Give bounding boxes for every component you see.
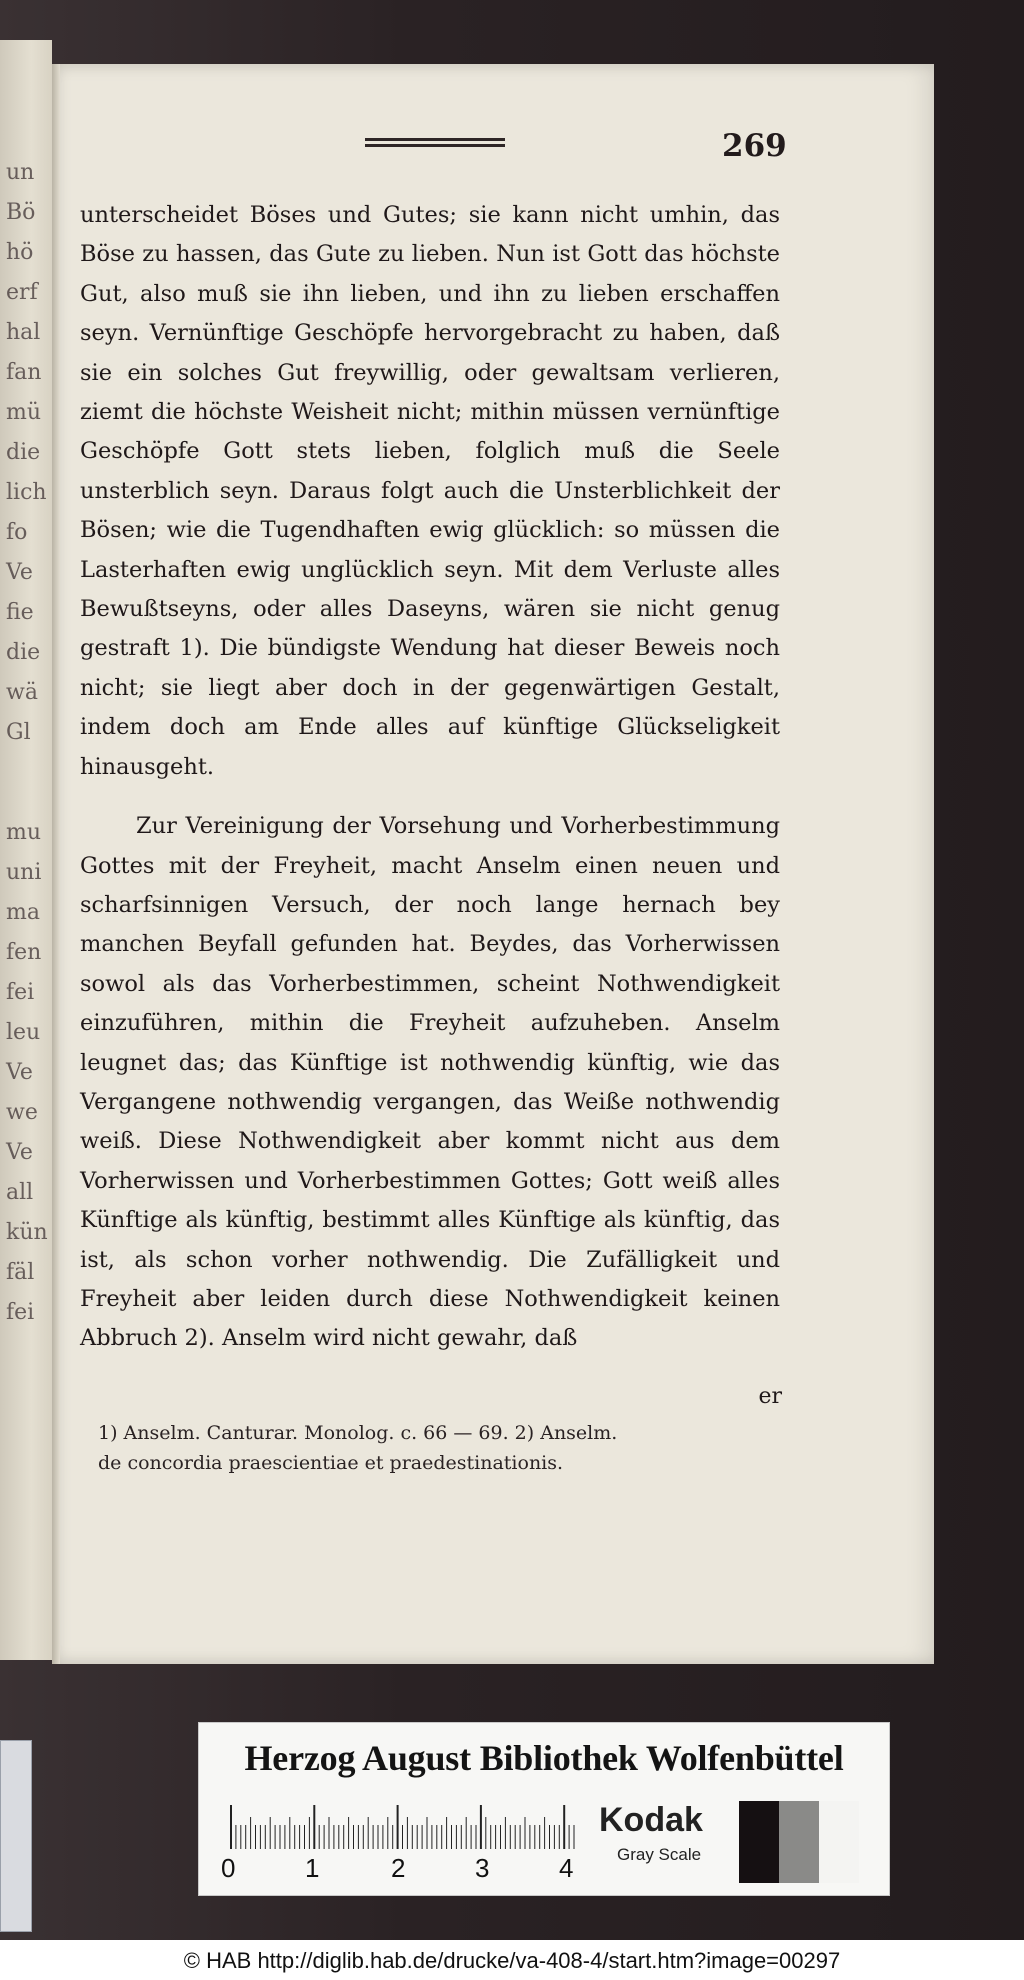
adjacent-page-fragment: fäl [6, 1260, 35, 1285]
adjacent-page-fragment: fei [6, 1300, 35, 1325]
library-name: Herzog August Bibliothek Wolfenbüttel [244, 1738, 844, 1778]
gray-patch [739, 1801, 779, 1883]
adjacent-page-fragment: fie [6, 600, 34, 625]
footnote-line-1: 1) Anselm. Canturar. Monolog. c. 66 — 69. 2) Anselm. [98, 1422, 618, 1444]
page-number: 269 [722, 128, 787, 164]
adjacent-page-fragment: lich [6, 480, 47, 505]
page-gutter [52, 64, 60, 1664]
scale-ruler [221, 1803, 581, 1883]
adjacent-page-fragment: leu [6, 1020, 41, 1045]
kodak-logo: Kodak [599, 1801, 703, 1839]
paragraph-1: unterscheidet Böses und Gutes; sie kann nicht umhin, das Böse zu hassen, das Gute zu lieben. Nun ist Gott das höchste Gut, also muß sie ihn lieben, und ihn zu lieben erschaffen seyn. Vernünftige Geschöpfe hervorgebracht zu haben, daß sie ein solches Gut freywillig, oder gewaltsam verlieren, ziemt die höchste Weisheit nicht; mithin müssen vernünftige Geschöpfe Gott stets lieben, folglich muß die Seele unsterblich seyn. Daraus folgt auch die Unsterblichkeit der Bösen; wie die Tugendhaften ewig glücklich: so müssen die Lasterhaften ewig unglücklich seyn. Mit dem Verluste alles Bewußtseyns, oder alles Daseyns, wären sie nicht genug gestraft 1). Die bündigste Wendung hat dieser Beweis noch nicht; sie liegt aber doch in der gegenwärtigen Gestalt, indem doch am Ende alles auf künftige Glückseligkeit hinausgeht. [80, 202, 780, 780]
adjacent-page-fragment: erf [6, 280, 38, 305]
adjacent-page-fragment: ma [6, 900, 40, 925]
adjacent-page-fragment: mü [6, 400, 42, 425]
copyright-credit: © HAB http://diglib.hab.de/drucke/va-408-4/start.htm?image=00297 [183, 1948, 841, 1973]
gray-scale-label: Gray Scale [617, 1845, 702, 1864]
scale-number-4: 4 [559, 1853, 574, 1883]
scale-number-2: 2 [391, 1853, 406, 1883]
credit-bar [0, 1940, 1024, 1980]
adjacent-page-fragment: we [6, 1100, 38, 1125]
adjacent-page-fragment: fei [6, 980, 35, 1005]
adjacent-page-fragment: Ve [6, 1060, 33, 1085]
adjacent-page-fragment: die [6, 640, 41, 665]
adjacent-page-fragment: kün [6, 1220, 48, 1245]
header-double-rule [365, 138, 505, 148]
library-label [198, 1722, 890, 1896]
scale-number-1: 1 [305, 1853, 320, 1883]
adjacent-page-fragment: fen [6, 940, 42, 965]
main-text [80, 196, 780, 1359]
adjacent-page-fragment: die [6, 440, 41, 465]
adjacent-page-fragment: Ve [6, 560, 33, 585]
adjacent-page-fragment: un [6, 160, 35, 185]
adjacent-page-fragment: hö [6, 240, 34, 265]
adjacent-page-fragment: uni [6, 860, 42, 885]
scale-number-0: 0 [221, 1853, 236, 1883]
adjacent-page-fragment: fo [6, 520, 28, 545]
gray-scale-patches [739, 1801, 875, 1883]
adjacent-page-fragment: Gl [6, 720, 31, 745]
adjacent-page-edge [0, 40, 52, 1660]
ruler-ticks [221, 1803, 581, 1853]
adjacent-page-fragment: all [6, 1180, 34, 1205]
adjacent-page-fragment: hal [6, 320, 41, 345]
gray-patch [819, 1801, 859, 1883]
catchword: er [758, 1384, 782, 1409]
adjacent-page-fragment: fan [6, 360, 42, 385]
gray-patch [779, 1801, 819, 1883]
adjacent-page-fragment: Ve [6, 1140, 33, 1165]
scale-number-3: 3 [475, 1853, 490, 1883]
adjacent-page-fragment: wä [6, 680, 38, 705]
footnotes [98, 1418, 788, 1478]
adjacent-color-tab [0, 1740, 32, 1932]
footnote-line-2: de concordia praescientiae et praedestinationis. [98, 1452, 564, 1474]
adjacent-page-fragment: mu [6, 820, 42, 845]
adjacent-page-fragment: Bö [6, 200, 36, 225]
paragraph-2: Zur Vereinigung der Vorsehung und Vorherbestimmung Gottes mit der Freyheit, macht Anselm einen neuen und scharfsinnigen Versuch, der noch lange hernach bey manchen Beyfall gefunden hat. Beydes, das Vorherwissen sowol als das Vorherbestimmen, scheint Nothwendigkeit einzuführen, mithin die Freyheit aufzuheben. Anselm leugnet das; das Künftige ist nothwendig künftig, wie das Vergangene nothwendig vergangen, das Weiße nothwendig weiß. Diese Nothwendigkeit aber kommt nicht aus dem Vorherwissen und Vorherbestimmen Gottes; Gott weiß alles Künftige als künftig, bestimmt alles Künftige als künftig, das ist, als schon vorher nothwendig. Die Zufälligkeit und Freyheit aber leiden durch diese Nothwendigkeit keinen Abbruch 2). Anselm wird nicht gewahr, daß [80, 813, 780, 1352]
